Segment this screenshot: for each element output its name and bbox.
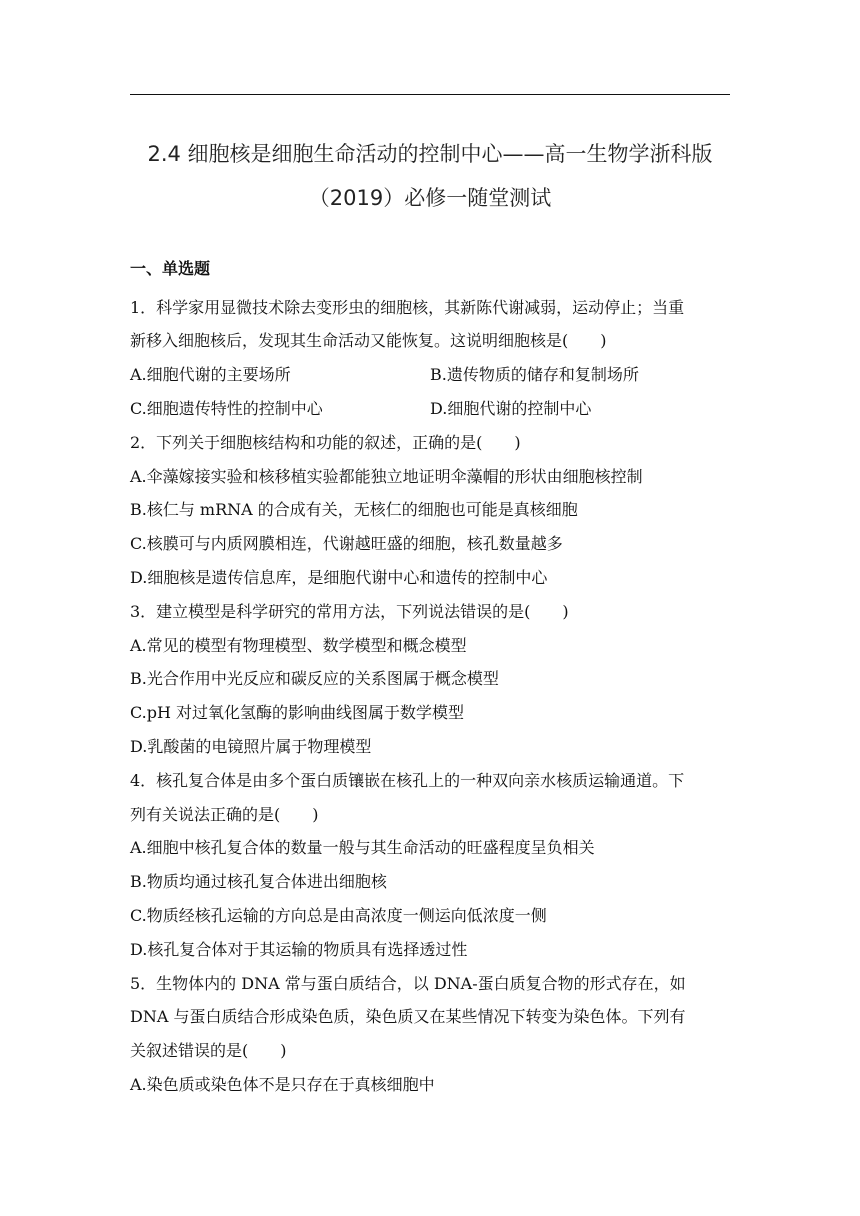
q2-option-a: A.伞藻嫁接实验和核移植实验都能独立地证明伞藻帽的形状由细胞核控制: [130, 467, 643, 486]
q3-stem-line1: 3．建立模型是科学研究的常用方法，下列说法错误的是( ): [130, 602, 569, 621]
q1-stem-line2: 新移入细胞核后，发现其生命活动又能恢复。这说明细胞核是( ): [130, 331, 607, 350]
q1-option-b: B.遗传物质的储存和复制场所: [430, 365, 639, 384]
q5-stem-line2: DNA 与蛋白质结合形成染色质，染色质又在某些情况下转变为染色体。下列有: [130, 1007, 686, 1026]
q4-option-b: B.物质均通过核孔复合体进出细胞核: [130, 872, 387, 891]
q3-option-c: C.pH 对过氧化氢酶的影响曲线图属于数学模型: [130, 703, 465, 722]
q2-option-d: D.细胞核是遗传信息库，是细胞代谢中心和遗传的控制中心: [130, 568, 548, 587]
header-rule: [130, 94, 730, 95]
q2-option-c: C.核膜可与内质网膜相连，代谢越旺盛的细胞，核孔数量越多: [130, 534, 563, 553]
q4-stem-line2: 列有关说法正确的是( ): [130, 805, 319, 824]
q4-option-c: C.物质经核孔运输的方向总是由高浓度一侧运向低浓度一侧: [130, 906, 547, 925]
q5-stem-line1: 5．生物体内的 DNA 常与蛋白质结合，以 DNA-蛋白质复合物的形式存在，如: [130, 974, 686, 993]
q1-option-a: A.细胞代谢的主要场所: [130, 365, 291, 384]
q2-option-b: B.核仁与 mRNA 的合成有关，无核仁的细胞也可能是真核细胞: [130, 500, 578, 519]
q5-option-a: A.染色质或染色体不是只存在于真核细胞中: [130, 1075, 435, 1094]
doc-title-line2: （2019）必修一随堂测试: [308, 186, 552, 210]
q5-stem-line3: 关叙述错误的是( ): [130, 1041, 287, 1060]
q1-option-c: C.细胞遗传特性的控制中心: [130, 399, 323, 418]
doc-title-line1: 2.4 细胞核是细胞生命活动的控制中心——高一生物学浙科版: [147, 142, 713, 166]
q3-option-b: B.光合作用中光反应和碳反应的关系图属于概念模型: [130, 669, 499, 688]
q3-option-a: A.常见的模型有物理模型、数学模型和概念模型: [130, 636, 467, 655]
q2-stem-line1: 2．下列关于细胞核结构和功能的叙述，正确的是( ): [130, 433, 521, 452]
q1-option-d: D.细胞代谢的控制中心: [430, 399, 592, 418]
section-heading: 一、单选题: [130, 259, 211, 278]
q3-option-d: D.乳酸菌的电镜照片属于物理模型: [130, 737, 372, 756]
q1-stem-line1: 1．科学家用显微技术除去变形虫的细胞核，其新陈代谢减弱，运动停止；当重: [130, 298, 685, 317]
q4-stem-line1: 4．核孔复合体是由多个蛋白质镶嵌在核孔上的一种双向亲水核质运输通道。下: [130, 771, 685, 790]
q4-option-a: A.细胞中核孔复合体的数量一般与其生命活动的旺盛程度呈负相关: [130, 838, 595, 857]
q4-option-d: D.核孔复合体对于其运输的物质具有选择透过性: [130, 940, 468, 959]
